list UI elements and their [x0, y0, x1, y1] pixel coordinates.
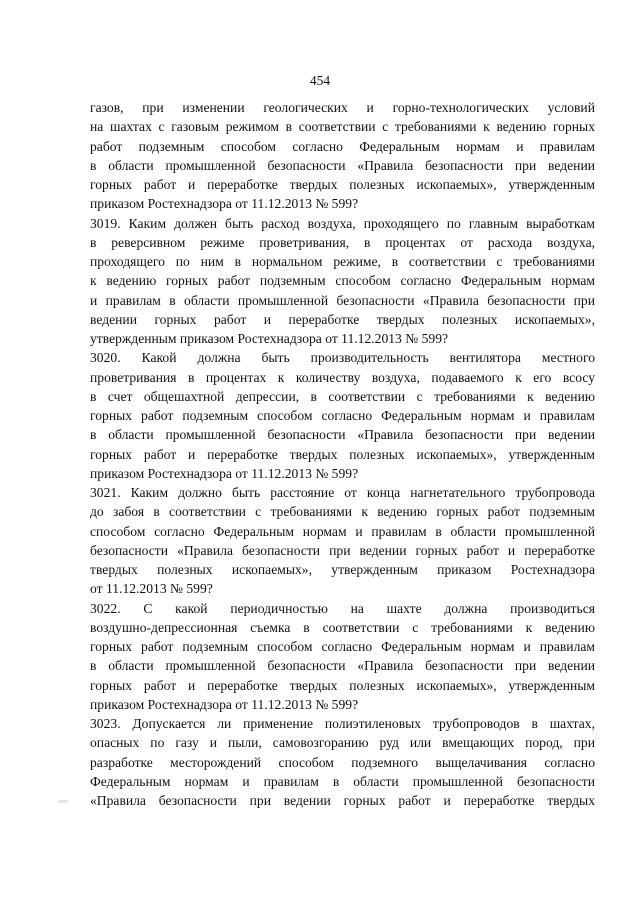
- text-line: проходящего по ним в нормальном режиме, в соответствии с требованиями: [90, 254, 595, 269]
- text-line: твердых полезных ископаемых», утвержденным приказом Ростехнадзора: [90, 562, 595, 577]
- text-line: воздушно-депрессионная съемка в соответствии с требованиями к ведению: [90, 619, 595, 635]
- text-line: 3020. Какой должна быть производительность вентилятора местного: [90, 350, 595, 366]
- text-line: на шахтах с газовым режимом в соответствии с требованиями к ведению горных: [90, 119, 595, 135]
- text-line: к ведению горных работ подземным способом согласно Федеральным нормам: [90, 273, 595, 289]
- paragraph-q3021: [90, 483, 595, 599]
- text-line: от 11.12.2013 № 599?: [90, 581, 213, 597]
- text-line: приказом Ростехнадзора от 11.12.2013 № 599?: [90, 196, 359, 212]
- paragraph-q3023: [90, 714, 595, 810]
- text-line: газов, при изменении геологических и горно-технологических условий: [90, 100, 595, 115]
- text-line: 3019. Каким должен быть расход воздуха, проходящего по главным выработкам: [90, 215, 595, 231]
- text-line: проветривания в процентах к количеству воздуха, подаваемого к его всосу: [90, 369, 595, 385]
- text-line: горных работ и переработке твердых полезных ископаемых», утвержденным: [90, 446, 595, 462]
- paragraph-continuation: [90, 98, 595, 214]
- text-line: 3021. Каким должно быть расстояние от конца нагнетательного трубопровода: [90, 485, 595, 500]
- page-number: 454: [309, 73, 331, 88]
- text-line: ведении горных работ и переработке твердых полезных ископаемых»,: [90, 311, 595, 327]
- text-line: безопасности «Правила безопасности при ведении горных работ и переработке: [90, 542, 595, 558]
- text-line: горных работ и переработке твердых полезных ископаемых», утвержденным: [90, 177, 595, 192]
- text-line: горных работ подземным способом согласно Федеральным нормам и правилам: [90, 639, 595, 654]
- text-line: в области промышленной безопасности «Правила безопасности при ведении: [90, 157, 595, 173]
- text-line: приказом Ростехнадзора от 11.12.2013 № 599?: [90, 696, 359, 712]
- text-line: способом согласно Федеральным нормам и правилам в области промышленной: [90, 523, 595, 539]
- text-line: приказом Ростехнадзора от 11.12.2013 № 599?: [90, 465, 359, 481]
- text-line: 3023. Допускается ли применение полиэтиленовых трубопроводов в шахтах,: [90, 716, 595, 731]
- text-line: «Правила безопасности при ведении горных работ и переработке твердых: [90, 793, 595, 808]
- document-body: [90, 98, 595, 810]
- scan-artifact: [58, 800, 68, 803]
- paragraph-q3019: [90, 214, 595, 349]
- text-line: 3022. С какой периодичностью на шахте должна производиться: [90, 600, 595, 616]
- text-line: в реверсивном режиме проветривания, в процентах от расхода воздуха,: [90, 234, 595, 250]
- text-line: горных работ подземным способом согласно Федеральным нормам и правилам: [90, 408, 595, 423]
- text-line: в счет общешахтной депрессии, в соответствии с требованиями к ведению: [90, 388, 595, 404]
- paragraph-q3020: [90, 348, 595, 483]
- text-line: работ подземным способом согласно Федеральным нормам и правилам: [90, 138, 595, 154]
- text-line: Федеральным нормам и правилам в области промышленной безопасности: [90, 773, 595, 789]
- text-line: в области промышленной безопасности «Правила безопасности при ведении: [90, 427, 595, 443]
- text-line: утвержденным приказом Ростехнадзора от 11.12.2013 № 599?: [90, 331, 449, 346]
- paragraph-q3022: [90, 599, 595, 715]
- text-line: и правилам в области промышленной безопасности «Правила безопасности при: [90, 292, 595, 308]
- text-line: в области промышленной безопасности «Правила безопасности при ведении: [90, 658, 595, 674]
- text-line: до забоя в соответствии с требованиями к ведению горных работ подземным: [90, 504, 595, 520]
- text-line: горных работ и переработке твердых полезных ископаемых», утвержденным: [90, 677, 595, 693]
- text-line: опасных по газу и пыли, самовозгоранию руд или вмещающих пород, при: [90, 735, 595, 751]
- text-line: разработке месторождений способом подземного выщелачивания согласно: [90, 754, 595, 770]
